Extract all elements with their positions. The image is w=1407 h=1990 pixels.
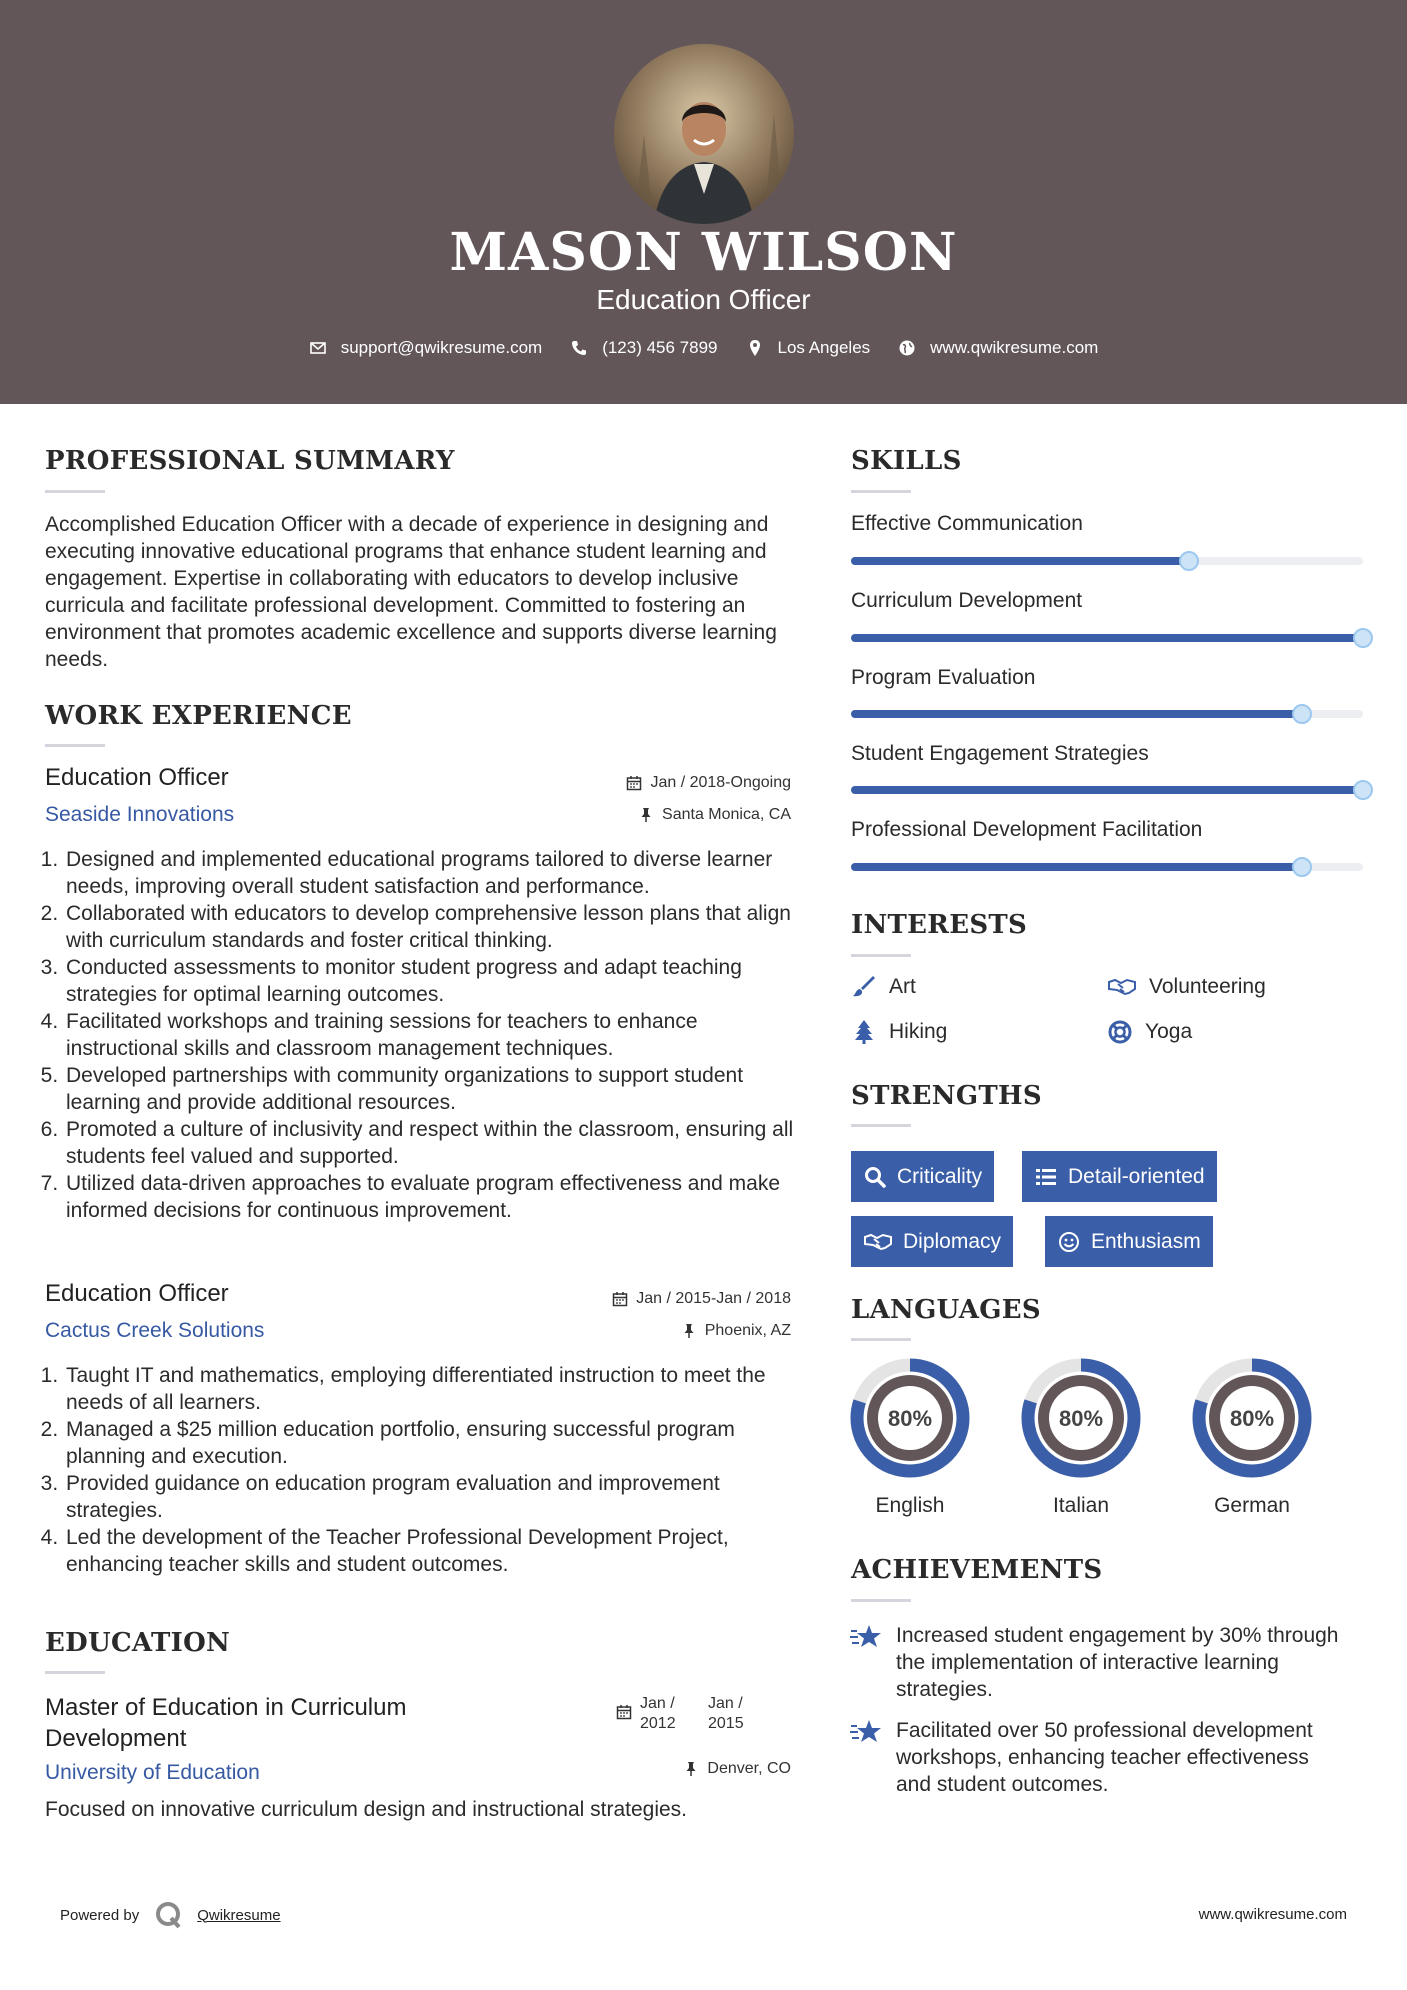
- strength-chip-criticality: [851, 1151, 994, 1202]
- job-date-1-text: Jan / 2018-Ongoing: [650, 774, 791, 791]
- job-date-1: [626, 774, 791, 792]
- list-item: 3. Conducted assessments to monitor student progress and adapt teaching strategies for optimal learning outcomes.: [64, 954, 804, 1008]
- job-location-2: [681, 1322, 791, 1340]
- language-level-label: 80%: [1058, 1406, 1104, 1431]
- list-item: 1. Designed and implemented educational programs tailored to diverse learner needs, improving overall student satisfaction and performance.: [64, 846, 804, 900]
- list-item: 6. Promoted a culture of inclusivity and respect within the classroom, ensuring all students feel valued and supported.: [64, 1116, 804, 1170]
- candidate-name: MASON WILSON: [449, 222, 958, 283]
- contact-website[interactable]: [898, 338, 1098, 358]
- skill-label-2: Curriculum Development: [851, 589, 1083, 612]
- list-item: 1. Taught IT and mathematics, employing differentiated instruction to meet the needs of all learners.: [64, 1362, 804, 1416]
- list-item: 4. Facilitated workshops and training sessions for teachers to enhance instructional skills and classroom management techniques.: [64, 1008, 804, 1062]
- skill-handle-5[interactable]: [1292, 857, 1312, 877]
- paintbrush-icon: [851, 974, 877, 1000]
- job-date-2-text: Jan / 2015-Jan / 2018: [636, 1290, 791, 1307]
- company-1[interactable]: Seaside Innovations: [45, 803, 235, 826]
- degree-title: Master of Education in Curriculum Development: [45, 1694, 407, 1752]
- contact-email-text: support@qwikresume.com: [340, 338, 543, 357]
- calendar-icon: [612, 1291, 628, 1307]
- skill-fill-3: [851, 710, 1302, 718]
- language-ring-german: [1191, 1357, 1313, 1479]
- skill-handle-4[interactable]: [1353, 780, 1373, 800]
- interest-art: [851, 974, 916, 1000]
- education-date-start-line1: Jan /: [640, 1695, 675, 1712]
- skill-bar-5: [851, 863, 1363, 871]
- skill-label-1: Effective Communication: [851, 512, 1083, 535]
- languages-heading: LANGUAGES: [851, 1295, 1041, 1325]
- list-item: 7. Utilized data-driven approaches to evaluate program effectiveness and make informed decisions for continuous improvement.: [64, 1170, 804, 1224]
- strength-label: Criticality: [897, 1164, 983, 1188]
- footer-powered-by: [60, 1900, 281, 1930]
- education-heading: EDUCATION: [45, 1628, 231, 1658]
- summary-divider: [45, 490, 105, 493]
- skill-label-4: Student Engagement Strategies: [851, 742, 1149, 765]
- experience-divider: [45, 744, 105, 747]
- contact-location-text: Los Angeles: [777, 338, 871, 357]
- envelope-icon: [309, 339, 327, 357]
- strength-label: Enthusiasm: [1091, 1229, 1201, 1253]
- list-item: 4. Led the development of the Teacher Professional Development Project, enhancing teacher skills and student outcomes.: [64, 1524, 804, 1578]
- interest-volunteering: [1107, 974, 1266, 1000]
- resume-header: [0, 0, 1407, 404]
- contact-location: [746, 338, 871, 358]
- education-date-end-line2: 2015: [708, 1715, 744, 1732]
- life-ring-icon: [1107, 1019, 1133, 1045]
- skill-handle-1[interactable]: [1179, 551, 1199, 571]
- achievements-divider: [851, 1599, 911, 1602]
- pushpin-icon: [638, 807, 654, 823]
- job-location-1: [638, 806, 791, 824]
- candidate-role: Education Officer: [596, 284, 811, 315]
- job-bullets-1: [44, 846, 804, 1224]
- strength-chip-detail-oriented: [1022, 1151, 1217, 1202]
- language-name-english: English: [875, 1494, 945, 1517]
- company-2[interactable]: Cactus Creek Solutions: [45, 1319, 265, 1342]
- interest-art-label: Art: [889, 975, 916, 998]
- qwikresume-link[interactable]: Qwikresume: [197, 1906, 281, 1924]
- search-icon: [863, 1165, 887, 1189]
- skills-divider: [851, 490, 911, 493]
- job-date-2: [612, 1290, 791, 1308]
- language-level-label: 80%: [887, 1406, 933, 1431]
- handshake-icon: [863, 1230, 893, 1254]
- list-item: 2. Managed a $25 million education portfolio, ensuring successful program planning and execution.: [64, 1416, 804, 1470]
- skills-heading: SKILLS: [851, 446, 962, 476]
- interest-yoga-label: Yoga: [1145, 1020, 1193, 1043]
- job-title-1: Education Officer: [45, 764, 229, 791]
- language-level-label: 80%: [1229, 1406, 1275, 1431]
- achievement-2: Facilitated over 50 professional development workshops, enhancing teacher effectiveness and student outcomes.: [896, 1719, 1313, 1796]
- experience-heading: WORK EXPERIENCE: [45, 701, 352, 731]
- interests-divider: [851, 954, 911, 957]
- interests-heading: INTERESTS: [851, 910, 1028, 940]
- skill-fill-4: [851, 786, 1363, 794]
- calendar-icon: [626, 775, 642, 791]
- strength-chip-enthusiasm: [1045, 1216, 1213, 1267]
- map-marker-icon: [746, 339, 764, 357]
- strengths-divider: [851, 1124, 911, 1127]
- contact-bar: [0, 338, 1407, 358]
- strengths-heading: STRENGTHS: [851, 1081, 1042, 1111]
- skill-fill-5: [851, 863, 1302, 871]
- calendar-icon: [616, 1704, 632, 1720]
- profile-photo: [614, 44, 794, 224]
- skill-bar-1: [851, 557, 1363, 565]
- education-date-end: [708, 1694, 744, 1734]
- language-name-italian: Italian: [1052, 1494, 1110, 1517]
- interest-volunteering-label: Volunteering: [1149, 975, 1266, 998]
- education-date: [616, 1694, 744, 1734]
- education-location: [683, 1760, 791, 1778]
- list-item: 3. Provided guidance on education program evaluation and improvement strategies.: [64, 1470, 804, 1524]
- strength-label: Diplomacy: [903, 1229, 1002, 1253]
- education-description: Focused on innovative curriculum design and instructional strategies.: [45, 1798, 688, 1821]
- job-title-2: Education Officer: [45, 1280, 229, 1307]
- language-ring-english: [849, 1357, 971, 1479]
- job-location-1-text: Santa Monica, CA: [662, 806, 791, 823]
- skill-bar-4: [851, 786, 1363, 794]
- contact-website-text: www.qwikresume.com: [930, 338, 1099, 357]
- contact-email[interactable]: [309, 338, 543, 358]
- education-location-text: Denver, CO: [707, 1760, 791, 1777]
- qwikresume-logo-icon: [153, 1900, 183, 1930]
- contact-phone[interactable]: [570, 338, 717, 358]
- education-date-end-line1: Jan /: [708, 1695, 743, 1712]
- smile-icon: [1057, 1230, 1081, 1254]
- globe-icon: [898, 339, 916, 357]
- skill-label-3: Program Evaluation: [851, 666, 1036, 689]
- list-item: 2. Collaborated with educators to develop comprehensive lesson plans that align with curriculum standards and foster critical thinking.: [64, 900, 804, 954]
- skill-handle-3[interactable]: [1292, 704, 1312, 724]
- tree-icon: [851, 1019, 877, 1045]
- pushpin-icon: [683, 1761, 699, 1777]
- skill-bar-2: [851, 634, 1363, 642]
- languages-divider: [851, 1338, 911, 1341]
- contact-phone-text: (123) 456 7899: [602, 338, 718, 357]
- achievement-1: Increased student engagement by 30% through the implementation of interactive learning strategies.: [896, 1624, 1339, 1701]
- star-icon: [849, 1622, 883, 1652]
- summary-heading: PROFESSIONAL SUMMARY: [45, 446, 455, 476]
- summary-text: Accomplished Education Officer with a decade of experience in designing and executing innovative educational programs that enhance student learning and engagement. Expertise in collaborating with educators to develop inclusive curricula and facilitate professional development. Committed to fostering an environment that promotes academic excellence and supports diverse learning needs.: [45, 513, 777, 671]
- skill-fill-1: [851, 557, 1189, 565]
- interest-hiking: [851, 1019, 947, 1045]
- skill-fill-2: [851, 634, 1363, 642]
- powered-by-label: Powered by: [60, 1906, 140, 1924]
- list-item: 5. Developed partnerships with community organizations to support student learning and provide additional resources.: [64, 1062, 804, 1116]
- education-divider: [45, 1671, 105, 1674]
- strength-label: Detail-oriented: [1068, 1164, 1205, 1188]
- list-icon: [1034, 1165, 1058, 1189]
- skill-bar-3: [851, 710, 1363, 718]
- school-name[interactable]: University of Education: [45, 1761, 260, 1784]
- education-date-start-line2: 2012: [640, 1715, 676, 1732]
- achievements-heading: ACHIEVEMENTS: [851, 1555, 1103, 1585]
- pushpin-icon: [681, 1323, 697, 1339]
- strength-chip-diplomacy: [851, 1216, 1013, 1267]
- education-date-start: [640, 1694, 700, 1734]
- job-location-2-text: Phoenix, AZ: [704, 1322, 791, 1339]
- job-bullets-2: [44, 1362, 804, 1578]
- interest-yoga: [1107, 1019, 1192, 1045]
- phone-icon: [570, 339, 588, 357]
- skill-handle-2[interactable]: [1353, 628, 1373, 648]
- language-name-german: German: [1214, 1494, 1290, 1517]
- interest-hiking-label: Hiking: [889, 1020, 948, 1043]
- handshake-icon: [1107, 974, 1137, 1000]
- footer-url[interactable]: www.qwikresume.com: [1198, 1906, 1347, 1923]
- star-icon: [849, 1717, 883, 1747]
- skill-label-5: Professional Development Facilitation: [851, 818, 1203, 841]
- language-ring-italian: [1020, 1357, 1142, 1479]
